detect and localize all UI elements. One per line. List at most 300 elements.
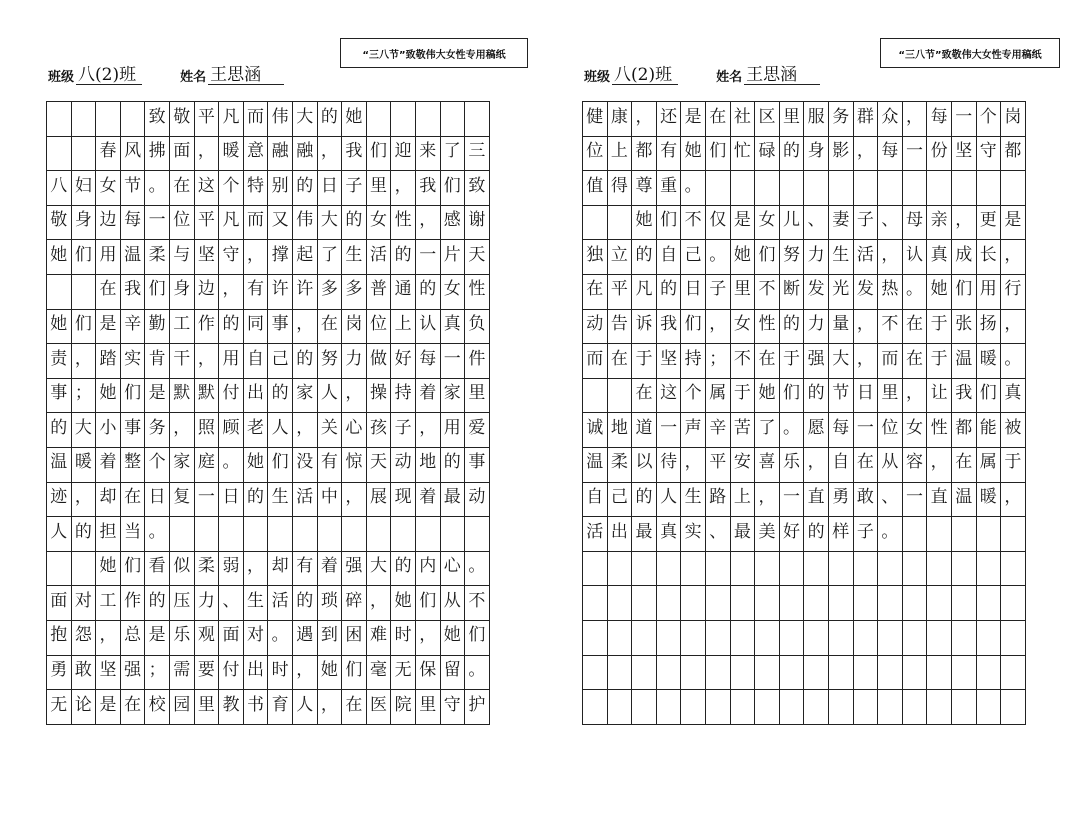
grid-cell (1001, 102, 1026, 137)
grid-cell (731, 690, 756, 725)
grid-cell (804, 240, 829, 275)
handwritten-char: 八 (50, 175, 68, 196)
handwritten-char: 片 (443, 244, 461, 265)
handwritten-char: 里 (419, 694, 437, 715)
grid-cell (96, 690, 121, 725)
handwritten-char: ， (709, 314, 727, 335)
handwritten-char: 。 (906, 279, 924, 300)
grid-cell (441, 137, 466, 172)
grid-cell (268, 586, 293, 621)
grid-cell (342, 379, 367, 414)
handwritten-char: 凡 (222, 210, 240, 231)
handwritten-char: 用 (222, 348, 240, 369)
grid-cell (145, 275, 170, 310)
handwritten-char: 春 (99, 141, 117, 162)
handwritten-char: 育 (271, 694, 289, 715)
handwritten-char: 的 (394, 244, 412, 265)
handwritten-char: 温 (124, 244, 142, 265)
handwritten-char: 认 (419, 314, 437, 335)
handwritten-char: 儿 (783, 210, 801, 231)
grid-cell (170, 621, 195, 656)
handwritten-char: 致 (148, 106, 166, 127)
grid-cell (96, 517, 121, 552)
handwritten-char: ， (394, 175, 412, 196)
grid-cell (367, 483, 392, 518)
handwritten-char: 属 (979, 452, 997, 473)
handwritten-char: 活 (370, 244, 388, 265)
handwritten-char: ， (74, 348, 92, 369)
handwritten-char: ， (247, 556, 265, 577)
handwritten-char: 心 (443, 556, 461, 577)
handwritten-char: 怨 (74, 625, 92, 646)
handwritten-char: 用 (979, 279, 997, 300)
grid-cell (927, 413, 952, 448)
grid-cell (47, 240, 72, 275)
grid-cell (731, 656, 756, 691)
grid-cell (72, 690, 97, 725)
grid-cell (878, 240, 903, 275)
grid-cell (72, 206, 97, 241)
grid-cell (829, 275, 854, 310)
grid-cell (977, 690, 1002, 725)
handwritten-char: 许 (296, 279, 314, 300)
handwritten-char: 顾 (222, 417, 240, 438)
grid-cell (391, 379, 416, 414)
handwritten-char: 一 (419, 244, 437, 265)
grid-cell (342, 621, 367, 656)
handwritten-char: 在 (586, 279, 604, 300)
grid-cell (952, 483, 977, 518)
grid-cell (47, 656, 72, 691)
handwritten-char: ， (296, 660, 314, 680)
grid-cell (72, 171, 97, 206)
grid-cell (342, 171, 367, 206)
handwritten-char: 喜 (758, 452, 776, 473)
grid-cell (268, 206, 293, 241)
handwritten-char: 压 (173, 590, 191, 611)
handwritten-char: 琐 (320, 590, 338, 611)
grid-cell (367, 102, 392, 137)
handwritten-char: 大 (74, 417, 92, 438)
grid-cell (367, 171, 392, 206)
grid-cell (804, 552, 829, 587)
handwritten-char: 敬 (50, 210, 68, 231)
handwritten-char: 事 (50, 383, 68, 404)
grid-cell (755, 448, 780, 483)
handwritten-char: ， (296, 314, 314, 335)
grid-cell (854, 517, 879, 552)
grid-cell (121, 621, 146, 656)
handwritten-char: 们 (124, 556, 142, 577)
handwritten-char: 强 (345, 556, 363, 577)
handwritten-char: 的 (296, 348, 314, 369)
handwritten-char: 。 (684, 175, 702, 196)
grid-cell (829, 171, 854, 206)
grid-cell (244, 137, 269, 172)
grid-cell (657, 275, 682, 310)
handwritten-char: 子 (856, 521, 874, 542)
grid-cell (632, 552, 657, 587)
grid-cell (1001, 483, 1026, 518)
handwritten-char: 活 (271, 590, 289, 611)
grid-cell (927, 483, 952, 518)
grid-cell (441, 517, 466, 552)
handwritten-char: 守 (222, 244, 240, 265)
grid-cell (391, 206, 416, 241)
handwritten-char: 多 (320, 279, 338, 300)
grid-cell (583, 413, 608, 448)
grid-cell (219, 656, 244, 691)
handwritten-char: 有 (247, 279, 265, 300)
handwritten-char: 关 (320, 417, 338, 438)
grid-cell (441, 483, 466, 518)
grid-cell (681, 586, 706, 621)
grid-cell (121, 137, 146, 172)
grid-cell (268, 656, 293, 691)
handwritten-char: 道 (635, 417, 653, 438)
grid-cell (170, 171, 195, 206)
handwritten-char: 。 (468, 660, 486, 680)
handwritten-char: ； (148, 660, 166, 680)
handwritten-char: 热 (881, 279, 899, 300)
handwritten-char: 。 (271, 625, 289, 646)
grid-cell (829, 413, 854, 448)
manuscript-page-1 (44, 0, 524, 814)
handwritten-char: 一 (906, 141, 924, 162)
handwritten-char: 面 (50, 590, 68, 611)
grid-cell (706, 448, 731, 483)
grid-cell (1001, 656, 1026, 691)
grid-cell (268, 102, 293, 137)
handwritten-char: 节 (832, 383, 850, 404)
class-label: 班级 (584, 70, 611, 85)
handwritten-char: 需 (173, 660, 191, 680)
grid-cell (391, 552, 416, 587)
handwritten-char: 整 (124, 452, 142, 473)
handwritten-char: 抱 (50, 625, 68, 646)
grid-cell (293, 413, 318, 448)
grid-cell (367, 379, 392, 414)
handwritten-char: 碎 (345, 590, 363, 611)
handwritten-char: 路 (709, 487, 727, 508)
grid-cell (755, 240, 780, 275)
grid-cell (367, 517, 392, 552)
grid-cell (804, 379, 829, 414)
handwritten-char: 凡 (222, 106, 240, 127)
grid-cell (706, 310, 731, 345)
handwritten-char: 着 (99, 452, 117, 473)
handwritten-char: 努 (320, 348, 338, 369)
handwritten-char: 强 (124, 660, 142, 680)
handwritten-char: 负 (468, 314, 486, 335)
grid-cell (829, 379, 854, 414)
grid-cell (952, 448, 977, 483)
grid-cell (731, 621, 756, 656)
grid-cell (608, 275, 633, 310)
handwritten-char: 每 (832, 417, 850, 438)
grid-cell (416, 240, 441, 275)
grid-cell (854, 379, 879, 414)
handwritten-char: 她 (394, 590, 412, 611)
handwritten-char: 动 (468, 487, 486, 508)
grid-cell (657, 552, 682, 587)
grid-cell (219, 552, 244, 587)
grid-cell (170, 483, 195, 518)
grid-cell (583, 483, 608, 518)
handwritten-char: ， (419, 625, 437, 646)
grid-cell (145, 171, 170, 206)
grid-cell (952, 379, 977, 414)
handwritten-char: 在 (173, 175, 191, 196)
grid-cell (657, 621, 682, 656)
grid-cell (608, 552, 633, 587)
handwritten-char: 人 (271, 417, 289, 438)
grid-cell (657, 102, 682, 137)
handwritten-char: 妇 (74, 175, 92, 196)
grid-cell (367, 656, 392, 691)
handwritten-char: 好 (394, 348, 412, 369)
grid-cell (583, 656, 608, 691)
handwritten-char: 最 (635, 521, 653, 542)
grid-cell (829, 344, 854, 379)
grid-cell (96, 275, 121, 310)
grid-cell (608, 310, 633, 345)
handwritten-char: 的 (394, 556, 412, 577)
grid-cell (657, 344, 682, 379)
grid-cell (632, 275, 657, 310)
handwritten-char: 通 (394, 279, 412, 300)
grid-cell (977, 137, 1002, 172)
grid-cell (121, 379, 146, 414)
grid-cell (72, 102, 97, 137)
grid-cell (804, 102, 829, 137)
grid-cell (96, 344, 121, 379)
handwritten-char: 在 (320, 314, 338, 335)
handwritten-char: 的 (807, 383, 825, 404)
handwritten-char: 三 (468, 141, 486, 162)
grid-cell (72, 240, 97, 275)
grid-cell (731, 310, 756, 345)
grid-cell (121, 240, 146, 275)
handwritten-char: ， (345, 383, 363, 404)
grid-cell (145, 621, 170, 656)
grid-cell (952, 102, 977, 137)
handwritten-char: 上 (733, 487, 751, 508)
handwritten-char: 却 (99, 487, 117, 508)
handwritten-char: 着 (419, 487, 437, 508)
grid-cell (244, 102, 269, 137)
handwritten-char: 件 (468, 348, 486, 369)
handwritten-char: 许 (271, 279, 289, 300)
grid-cell (854, 206, 879, 241)
grid-cell (268, 310, 293, 345)
grid-cell (608, 483, 633, 518)
grid-cell (244, 552, 269, 587)
handwritten-char: 、 (709, 521, 727, 542)
grid-cell (145, 206, 170, 241)
grid-cell (829, 102, 854, 137)
grid-cell (583, 310, 608, 345)
grid-cell (681, 413, 706, 448)
handwritten-char: ， (419, 417, 437, 438)
handwritten-char: 当 (124, 521, 142, 542)
grid-cell (342, 206, 367, 241)
grid-cell (632, 379, 657, 414)
grid-cell (903, 102, 928, 137)
grid-cell (244, 379, 269, 414)
grid-cell (145, 552, 170, 587)
grid-cell (977, 413, 1002, 448)
handwritten-char: 于 (635, 348, 653, 369)
grid-cell (878, 656, 903, 691)
handwritten-char: 伟 (296, 210, 314, 231)
handwritten-char: ， (955, 210, 973, 231)
grid-cell (72, 552, 97, 587)
grid-cell (47, 448, 72, 483)
grid-cell (195, 413, 220, 448)
grid-cell (416, 448, 441, 483)
handwritten-char: 每 (930, 106, 948, 127)
grid-cell (121, 310, 146, 345)
grid-cell (465, 344, 490, 379)
grid-cell (96, 448, 121, 483)
handwritten-char: 的 (247, 487, 265, 508)
handwritten-char: 不 (468, 590, 486, 611)
handwritten-char: 苦 (733, 417, 751, 438)
grid-cell (145, 586, 170, 621)
handwritten-char: 平 (709, 452, 727, 473)
grid-cell (977, 171, 1002, 206)
grid-cell (804, 206, 829, 241)
handwritten-char: 庭 (197, 452, 215, 473)
grid-cell (1001, 621, 1026, 656)
handwritten-char: 己 (610, 487, 628, 508)
handwritten-char: ， (881, 244, 899, 265)
grid-cell (219, 690, 244, 725)
handwritten-char: ， (906, 106, 924, 127)
grid-cell (121, 413, 146, 448)
grid-cell (878, 552, 903, 587)
grid-cell (441, 690, 466, 725)
grid-cell (878, 483, 903, 518)
handwritten-char: 她 (247, 452, 265, 473)
handwritten-char: 于 (930, 348, 948, 369)
grid-cell (145, 310, 170, 345)
handwritten-char: 不 (758, 279, 776, 300)
grid-cell (318, 517, 343, 552)
handwritten-char: 一 (906, 487, 924, 508)
grid-cell (780, 586, 805, 621)
grid-cell (632, 413, 657, 448)
grid-cell (96, 137, 121, 172)
handwritten-char: 的 (271, 383, 289, 404)
grid-cell (780, 240, 805, 275)
handwritten-char: 们 (684, 314, 702, 335)
grid-cell (878, 310, 903, 345)
handwritten-char: 风 (124, 141, 142, 162)
grid-cell (804, 690, 829, 725)
grid-cell (268, 344, 293, 379)
grid-cell (731, 137, 756, 172)
grid-cell (367, 137, 392, 172)
grid-cell (854, 656, 879, 691)
handwritten-char: 出 (610, 521, 628, 542)
grid-cell (977, 344, 1002, 379)
grid-cell (780, 344, 805, 379)
grid-cell (657, 137, 682, 172)
handwritten-char: ， (1004, 244, 1022, 265)
handwritten-char: 辛 (709, 417, 727, 438)
handwritten-char: 母 (906, 210, 924, 231)
grid-cell (952, 275, 977, 310)
grid-cell (583, 240, 608, 275)
grid-cell (780, 690, 805, 725)
handwritten-char: 子 (856, 210, 874, 231)
handwritten-char: 意 (247, 141, 265, 162)
grid-cell (342, 240, 367, 275)
grid-cell (780, 656, 805, 691)
grid-cell (47, 621, 72, 656)
grid-cell (170, 656, 195, 691)
grid-cell (96, 379, 121, 414)
handwritten-char: 实 (684, 521, 702, 542)
handwritten-char: 乐 (783, 452, 801, 473)
grid-cell (632, 517, 657, 552)
handwritten-char: 的 (148, 590, 166, 611)
handwritten-char: 多 (345, 279, 363, 300)
grid-cell (681, 137, 706, 172)
handwritten-char: 医 (370, 694, 388, 715)
handwritten-char: 守 (979, 141, 997, 162)
grid-cell (608, 656, 633, 691)
grid-cell (441, 379, 466, 414)
handwritten-char: 在 (955, 452, 973, 473)
handwritten-char: ， (1004, 487, 1022, 508)
handwritten-char: 保 (419, 660, 437, 680)
grid-cell (170, 344, 195, 379)
grid-cell (829, 206, 854, 241)
handwritten-char: 我 (955, 383, 973, 404)
grid-cell (829, 690, 854, 725)
handwritten-char: 、 (881, 210, 899, 231)
grid-cell (755, 137, 780, 172)
grid-cell (318, 552, 343, 587)
grid-cell (170, 413, 195, 448)
handwritten-char: 留 (443, 660, 461, 680)
grid-cell (465, 413, 490, 448)
grid-cell (731, 483, 756, 518)
grid-cell (1001, 344, 1026, 379)
grid-cell (804, 413, 829, 448)
handwritten-char: 着 (320, 556, 338, 577)
handwritten-char: 暖 (74, 452, 92, 473)
grid-cell (1001, 552, 1026, 587)
grid-cell (878, 275, 903, 310)
handwritten-char: 里 (370, 175, 388, 196)
grid-cell (268, 517, 293, 552)
grid-cell (465, 448, 490, 483)
handwritten-char: 还 (660, 106, 678, 127)
grid-cell (952, 690, 977, 725)
handwritten-char: 是 (148, 625, 166, 646)
handwritten-char: ； (74, 383, 92, 404)
handwritten-char: 位 (586, 141, 604, 162)
grid-cell (318, 344, 343, 379)
handwritten-char: 妻 (832, 210, 850, 231)
handwritten-char: 长 (979, 244, 997, 265)
handwritten-char: 生 (247, 590, 265, 611)
grid-cell (632, 690, 657, 725)
